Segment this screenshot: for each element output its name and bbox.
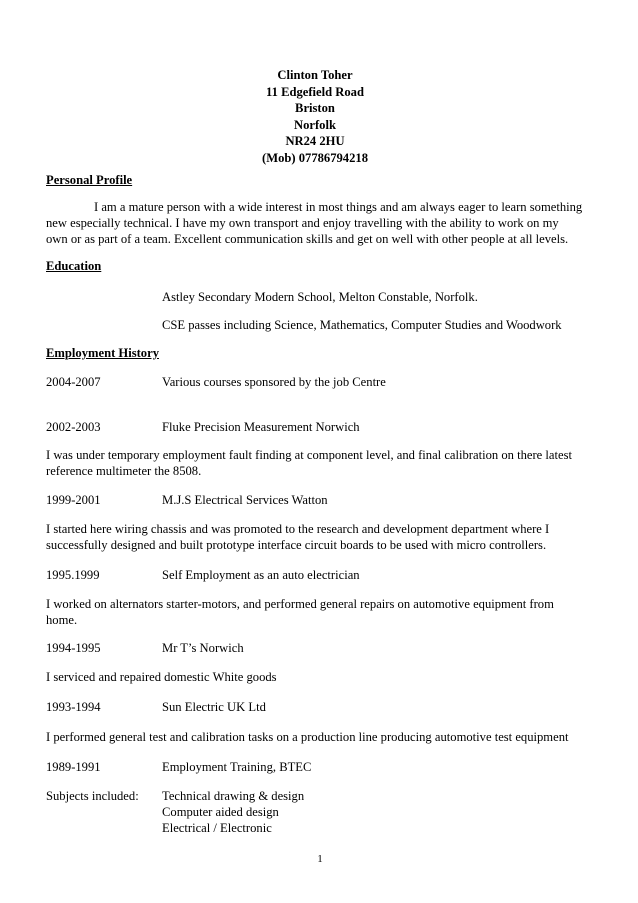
- employment-dates: 1995.1999: [46, 568, 100, 582]
- candidate-name: Clinton Toher: [277, 68, 353, 82]
- employment-dates: 2004-2007: [46, 375, 101, 389]
- employment-dates: 1999-2001: [46, 493, 101, 507]
- subject-item: Technical drawing & design: [162, 789, 305, 803]
- description-line: home.: [46, 613, 78, 627]
- education-qualifications: CSE passes including Science, Mathematics, Computer Studies and Woodwork: [162, 318, 562, 332]
- employment-description: [46, 447, 594, 479]
- description-line: successfully designed and built prototype interface circuit boards to be used with micro controllers.: [46, 538, 547, 552]
- employment-employer: Self Employment as an auto electrician: [162, 568, 360, 582]
- address-county: Norfolk: [294, 117, 336, 132]
- employment-description: [46, 596, 594, 628]
- description-line: I worked on alternators starter-motors, and performed general repairs on automotive equipment from: [46, 597, 554, 611]
- education-heading: Education: [46, 259, 102, 273]
- mobile-number: (Mob) 07786794218: [262, 150, 368, 165]
- employment-employer: Sun Electric UK Ltd: [162, 700, 266, 714]
- subject-item: Computer aided design: [162, 805, 279, 819]
- employment-description: I performed general test and calibration tasks on a production line producing automotive test equipment: [46, 730, 569, 744]
- employment-history-heading: Employment History: [46, 346, 159, 360]
- address-line: 11 Edgefield Road: [266, 84, 364, 99]
- address-postcode: NR24 2HU: [285, 134, 345, 149]
- description-line: reference multimeter the 8508.: [46, 464, 202, 478]
- employment-employer: Mr T’s Norwich: [162, 641, 244, 655]
- employment-employer: Employment Training, BTEC: [162, 760, 312, 774]
- contact-header: [190, 67, 440, 167]
- employment-description: [46, 521, 594, 553]
- employment-dates: 1993-1994: [46, 700, 101, 714]
- employment-employer: M.J.S Electrical Services Watton: [162, 493, 328, 507]
- description-line: I started here wiring chassis and was promoted to the research and development department where I: [46, 522, 550, 536]
- education-school: Astley Secondary Modern School, Melton Constable, Norfolk.: [162, 290, 478, 304]
- employment-description: I serviced and repaired domestic White goods: [46, 670, 277, 684]
- employment-dates: 1994-1995: [46, 641, 101, 655]
- employment-dates: 1989-1991: [46, 760, 101, 774]
- employment-employer: Fluke Precision Measurement Norwich: [162, 420, 360, 434]
- subject-item: Electrical / Electronic: [162, 821, 272, 835]
- address-town: Briston: [295, 101, 335, 116]
- profile-line: own or as part of a team. Excellent communication skills and get on well with other people at all levels.: [46, 232, 569, 246]
- employment-employer: Various courses sponsored by the job Centre: [162, 375, 386, 389]
- page-number: 1: [317, 853, 323, 865]
- subjects-label: Subjects included:: [46, 789, 139, 803]
- subjects-list: [162, 788, 304, 836]
- profile-line: new especially technical. I have my own transport and enjoy travelling with the ability to work on my: [46, 216, 559, 230]
- profile-line: I am a mature person with a wide interest in most things and am always eager to learn something: [94, 200, 583, 214]
- description-line: I was under temporary employment fault finding at component level, and final calibration on there latest: [46, 448, 572, 462]
- personal-profile-text: [46, 199, 594, 247]
- employment-dates: 2002-2003: [46, 420, 101, 434]
- personal-profile-heading: Personal Profile: [46, 173, 133, 187]
